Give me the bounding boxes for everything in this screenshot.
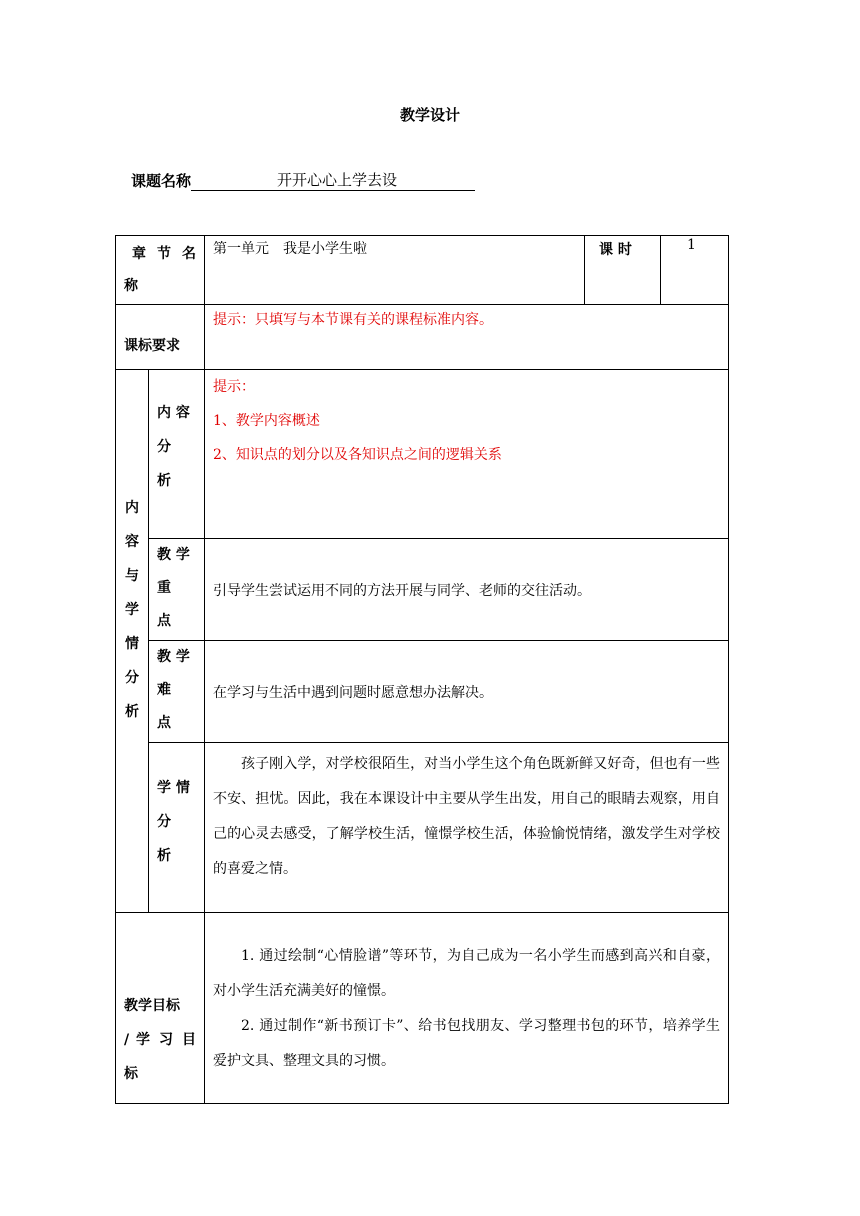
content-analysis-label-line: 分 [157,439,171,455]
difficulties-label [149,641,205,743]
chapter-row [116,236,729,305]
key-points-label [149,539,205,641]
standard-hint: 提示：只填写与本节课有关的课程标准内容。 [205,305,729,370]
analysis-label-char: 情 [125,636,139,652]
difficulties-label-line: 点 [157,715,171,731]
chapter-label-cell [116,236,205,305]
learner-analysis-label [149,743,205,913]
document-title: 教学设计 [399,106,460,124]
goals-label [116,913,205,1104]
goals-row [116,913,729,1104]
analysis-label-char: 分 [125,670,139,686]
content-hint [205,370,729,539]
content-analysis-row [116,370,729,539]
topic-value: 开开心心上学去设 [191,170,475,191]
standard-row [116,305,729,370]
topic-label: 课题名称 [131,172,192,190]
learner-analysis-text: 孩子刚入学，对学校很陌生，对当小学生这个角色既新鲜又好奇，但也有一些不安、担忧。因此，我在本课设计中主要从学生出发，用自己的眼睛去观察，用自己的心灵去感受，了解学校生活，憧憬学校生活，体验愉悦情绪，激发学生对学校的喜爱之情。 [205,743,729,913]
difficulties-text: 在学习与生活中遇到问题时愿意想办法解决。 [205,641,729,743]
goals-label-line-3: 标 [124,1066,138,1082]
analysis-label-char: 内 [125,500,139,516]
key-points-row [116,539,729,641]
topic-row [131,170,475,191]
analysis-section-label [116,370,149,913]
chapter-label-line-1: 章 节 名 [132,246,196,262]
learner-label-line: 学 情 [157,780,190,796]
content-hint-1: 1、教学内容概述 [213,413,320,429]
difficulties-label-line: 难 [157,682,171,698]
key-points-label-line: 教 学 [157,547,190,563]
analysis-label-char: 与 [125,568,139,584]
learner-label-line: 析 [157,848,171,864]
analysis-label-char: 析 [125,704,139,720]
chapter-value: 第一单元 我是小学生啦 [205,236,585,305]
content-analysis-label [149,370,205,539]
content-hint-2: 2、知识点的划分以及各知识点之间的逻辑关系 [213,447,502,463]
content-analysis-label-line: 析 [157,473,171,489]
standard-label: 课标要求 [116,305,205,370]
lesson-plan-table [115,235,729,1104]
goals-label-line-1: 教学目标 [124,998,180,1014]
content-analysis-label-line: 内 容 [157,405,190,421]
analysis-label-char: 容 [125,534,139,550]
period-label: 课 时 [585,236,661,305]
goals-label-line-2: / 学 习 目 [124,1032,196,1048]
difficulties-label-line: 教 学 [157,649,190,665]
period-value: 1 [661,236,729,305]
key-points-label-line: 重 [157,580,171,596]
difficulties-row [116,641,729,743]
learner-analysis-row [116,743,729,913]
analysis-label-char: 学 [125,602,139,618]
goals-text [205,913,729,1104]
learner-label-line: 分 [157,814,171,830]
chapter-label-line-2: 称 [124,278,138,294]
key-points-label-line: 点 [157,613,171,629]
analysis-label-stack [116,491,148,729]
content-hint-title: 提示： [213,379,255,395]
goal-1: 1. 通过绘制“心情脸谱”等环节，为自己成为一名小学生而感到高兴和自豪，对小学生活充满美好的憧憬。 [213,948,720,999]
key-points-text: 引导学生尝试运用不同的方法开展与同学、老师的交往活动。 [205,539,729,641]
goal-2: 2. 通过制作“新书预订卡”、给书包找朋友、学习整理书包的环节，培养学生爱护文具、整理文具的习惯。 [213,1018,720,1069]
